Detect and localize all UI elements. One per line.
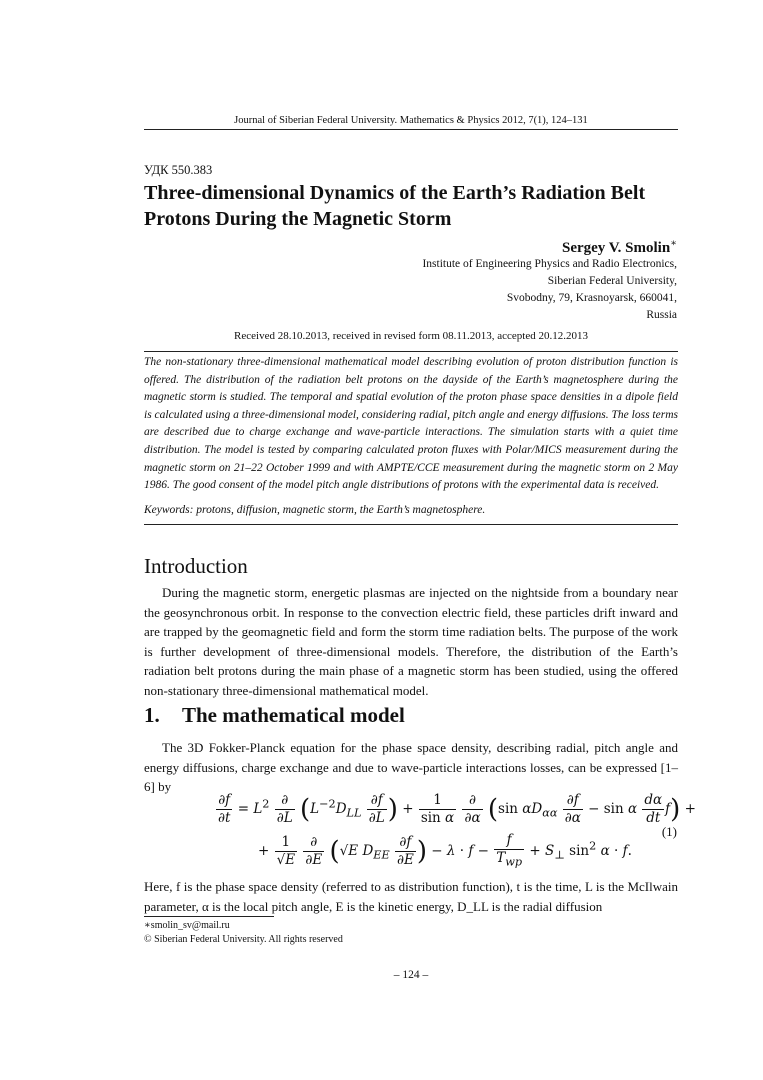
section-title: The mathematical model bbox=[182, 703, 405, 727]
definitions-paragraph: Here, f is the phase space density (referred to as distribution function), t is the time, L is the McIlwain parameter, α is the local pitch angle, E is the kinetic energy, D_LL is the radial diffusion bbox=[144, 879, 678, 914]
abstract-rule-top bbox=[144, 351, 678, 352]
model-paragraph: The 3D Fokker-Planck equation for the phase space density, describing radial, pitch angle and energy diffusions, charge exchange and due to wave-particle interactions losses, can be expressed [1–6] by bbox=[144, 740, 678, 795]
received-dates: Received 28.10.2013, received in revised form 08.11.2013, accepted 20.12.2013 bbox=[234, 330, 588, 342]
abstract: The non-stationary three-dimensional mathematical model describing evolution of proton distribution function is offered. The distribution of the radiation belt protons on the dayside of the Earth’s magnetosphere during the magnetic storm is studied. The temporal and spatial evolution of the proton phase space densities in a dipole field is calculated using a three-dimensional model, considering radial, pitch angle and energy diffusions. The loss terms are described due to charge exchange and wave-particle interactions. The simulation starts with a quiet time distribution. The model is tested by comparing calculated proton fluxes with Polar/MICS measurement during the magnetic storm on 21–22 October 1999 and with AMPTE/CCE measurement during the magnetic storm on 2 May 1986. The good consent of the model pitch angle distributions of protons with the experimental data is received. bbox=[144, 356, 678, 492]
footnote-copyright: © Siberian Federal University. All rights reserved bbox=[144, 934, 343, 945]
paper-title bbox=[144, 180, 704, 232]
running-head: Journal of Siberian Federal University. Mathematics & Physics 2012, 7(1), 124–131 bbox=[234, 115, 588, 126]
author-footnote-mark: ∗ bbox=[670, 238, 677, 249]
equation-line-2: + $\frac{1}{√E}$ $\frac{\partial}{\partial E}$ (√E $D_{EE}$ $\frac{\partial f}{\partial E}$ ) − λ · f − $\frac{f}{T_{wp}}$ + $S_\perp$ $\sin^2 \alpha \cdot f$. bbox=[258, 832, 632, 869]
title-line-1: Three-dimensional Dynamics of the Earth’s Radiation Belt bbox=[144, 182, 646, 204]
author-name: Sergey V. Smolin∗ bbox=[561, 238, 677, 256]
affiliation-line: Russia bbox=[646, 309, 677, 321]
equation-number: (1) bbox=[661, 824, 677, 839]
section-heading-model bbox=[144, 703, 405, 728]
keywords: Keywords: protons, diffusion, magnetic storm, the Earth’s magnetosphere. bbox=[144, 504, 486, 516]
affiliation-line: Institute of Engineering Physics and Radio Electronics, bbox=[422, 258, 677, 270]
abstract-rule-bottom bbox=[144, 524, 678, 525]
affiliation bbox=[422, 256, 677, 324]
section-number: 1. bbox=[144, 703, 160, 727]
introduction-paragraph: During the magnetic storm, energetic plasmas are injected on the nightside from a boundary near the geosynchronous orbit. In response to the convection electric field, these particles drift inward and are trapped by the geomagnetic field and form the storm time radiation belts. The purpose of the work is further development of three-dimensional models. Therefore, the distribution of the Earth’s radiation belt protons during the main phase of a magnetic storm has been studied, using the offered non-stationary three-dimensional mathematical model. bbox=[144, 585, 678, 698]
affiliation-line: Siberian Federal University, bbox=[547, 275, 677, 287]
footnote-rule bbox=[144, 916, 274, 917]
udc-code: УДК 550.383 bbox=[144, 163, 213, 177]
title-line-2: Protons During the Magnetic Storm bbox=[144, 208, 452, 230]
affiliation-line: Svobodny, 79, Krasnoyarsk, 660041, bbox=[506, 292, 677, 304]
equation-line-1: $\frac{\partial f}{\partial t}$ = $L^2$ $\frac{\partial}{\partial L}$ ($L^{-2}D_{LL}$ $\frac{\partial f}{\partial L}$ ) + $\frac{1}{\text{sin α}}$ $\frac{\partial}{\partial\alpha}$ (sin $\alpha D_{\alpha\alpha}$ $\frac{\partial f}{\partial\alpha}$ − sin α $\frac{d\alpha}{dt}$ f) + bbox=[218, 792, 696, 826]
page-number: – 124 – bbox=[393, 969, 429, 981]
header-rule bbox=[144, 129, 678, 130]
footnote-email: ∗smolin_sv@mail.ru bbox=[144, 920, 230, 931]
section-heading-introduction: Introduction bbox=[144, 554, 248, 578]
